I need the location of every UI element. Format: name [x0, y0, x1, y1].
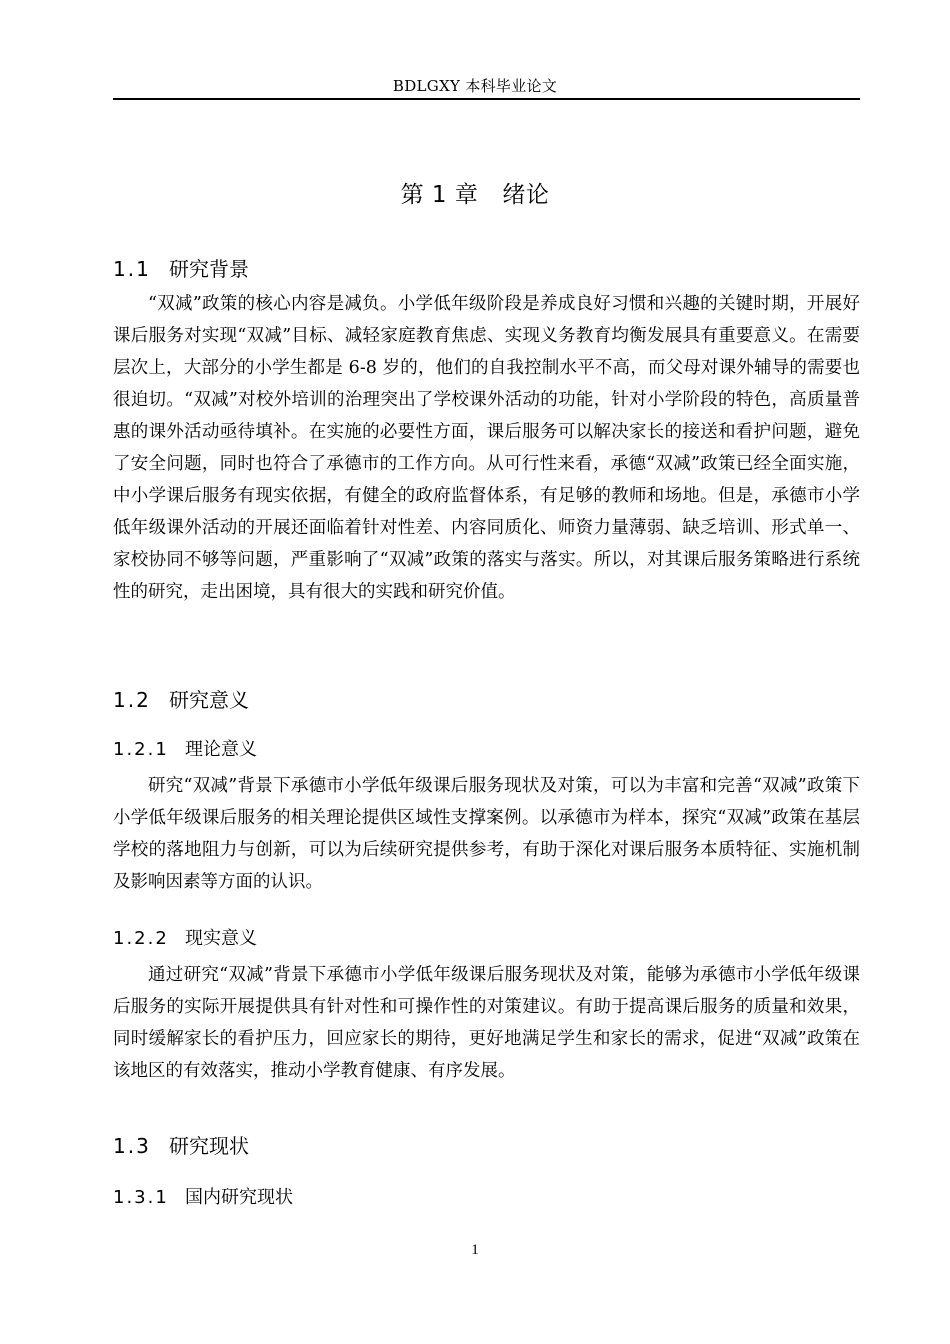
- section-heading-1-2-1: [113, 735, 257, 761]
- section-heading-1-2-2: [113, 924, 257, 950]
- section-title: 理论意义: [185, 739, 257, 760]
- section-title: 研究背景: [169, 257, 249, 281]
- page-number: 1: [471, 1242, 479, 1258]
- section-number: 1.2: [113, 688, 151, 712]
- chapter-title: [0, 176, 950, 209]
- chapter-number: 第 1 章: [400, 182, 479, 208]
- page-header-title: BDLGXY 本科毕业论文: [392, 77, 558, 95]
- section-heading-1-1: [113, 253, 249, 282]
- section-number: 1.3: [113, 1134, 151, 1158]
- section-title: 研究现状: [169, 1134, 249, 1158]
- paragraph-research-background: “双减”政策的核心内容是减负。小学低年级阶段是养成良好习惯和兴趣的关键时期，开展好课后服务对实现“双减”目标、减轻家庭教育焦虑、实现义务教育均衡发展具有重要意义。在需要层次上，大部分的小学生都是 6-8 岁的，他们的自我控制水平不高，而父母对课外辅导的需要也很迫切。“双减”对校外培训的治理突出了学校课外活动的功能，针对小学阶段的特色，高质量普惠的课外活动亟待填补。在实施的必要性方面，课后服务可以解决家长的接送和看护问题，避免了安全问题，同时也符合了承德市的工作方向。从可行性来看，承德“双减”政策已经全面实施，中小学课后服务有现实依据，有健全的政府监督体系，有足够的教师和场地。但是，承德市小学低年级课外活动的开展还面临着针对性差、内容同质化、师资力量薄弱、缺乏培训、形式单一、家校协同不够等问题，严重影响了“双减”政策的落实与落实。所以，对其课后服务策略进行系统性的研究，走出困境，具有很大的实践和研究价值。: [113, 294, 860, 602]
- section-number: 1.2.1: [113, 739, 169, 760]
- paragraph-theoretical-significance: 研究“双减”背景下承德市小学低年级课后服务现状及对策，可以为丰富和完善“双减”政策下小学低年级课后服务的相关理论提供区域性支撑案例。以承德市为样本，探究“双减”政策在基层学校的落地阻力与创新，可以为后续研究提供参考，有助于深化对课后服务本质特征、实施机制及影响因素等方面的认识。: [113, 776, 860, 892]
- section-heading-1-2: [113, 684, 249, 713]
- paragraph-practical-significance: 通过研究“双减”背景下承德市小学低年级课后服务现状及对策，能够为承德市小学低年级课后服务的实际开展提供具有针对性和可操作性的对策建议。有助于提高课后服务的质量和效果，同时缓解家长的看护压力，回应家长的期待，更好地满足学生和家长的需求，促进“双减”政策在该地区的有效落实，推动小学教育健康、有序发展。: [113, 965, 860, 1081]
- section-number: 1.3.1: [113, 1187, 169, 1208]
- section-number: 1.2.2: [113, 928, 169, 949]
- section-title: 现实意义: [185, 928, 257, 949]
- section-number: 1.1: [113, 257, 151, 281]
- section-heading-1-3-1: [113, 1183, 293, 1209]
- section-title: 研究意义: [169, 688, 249, 712]
- section-title: 国内研究现状: [185, 1187, 293, 1208]
- section-heading-1-3: [113, 1130, 249, 1159]
- chapter-name: 绪论: [502, 182, 550, 208]
- header-divider: [113, 98, 860, 100]
